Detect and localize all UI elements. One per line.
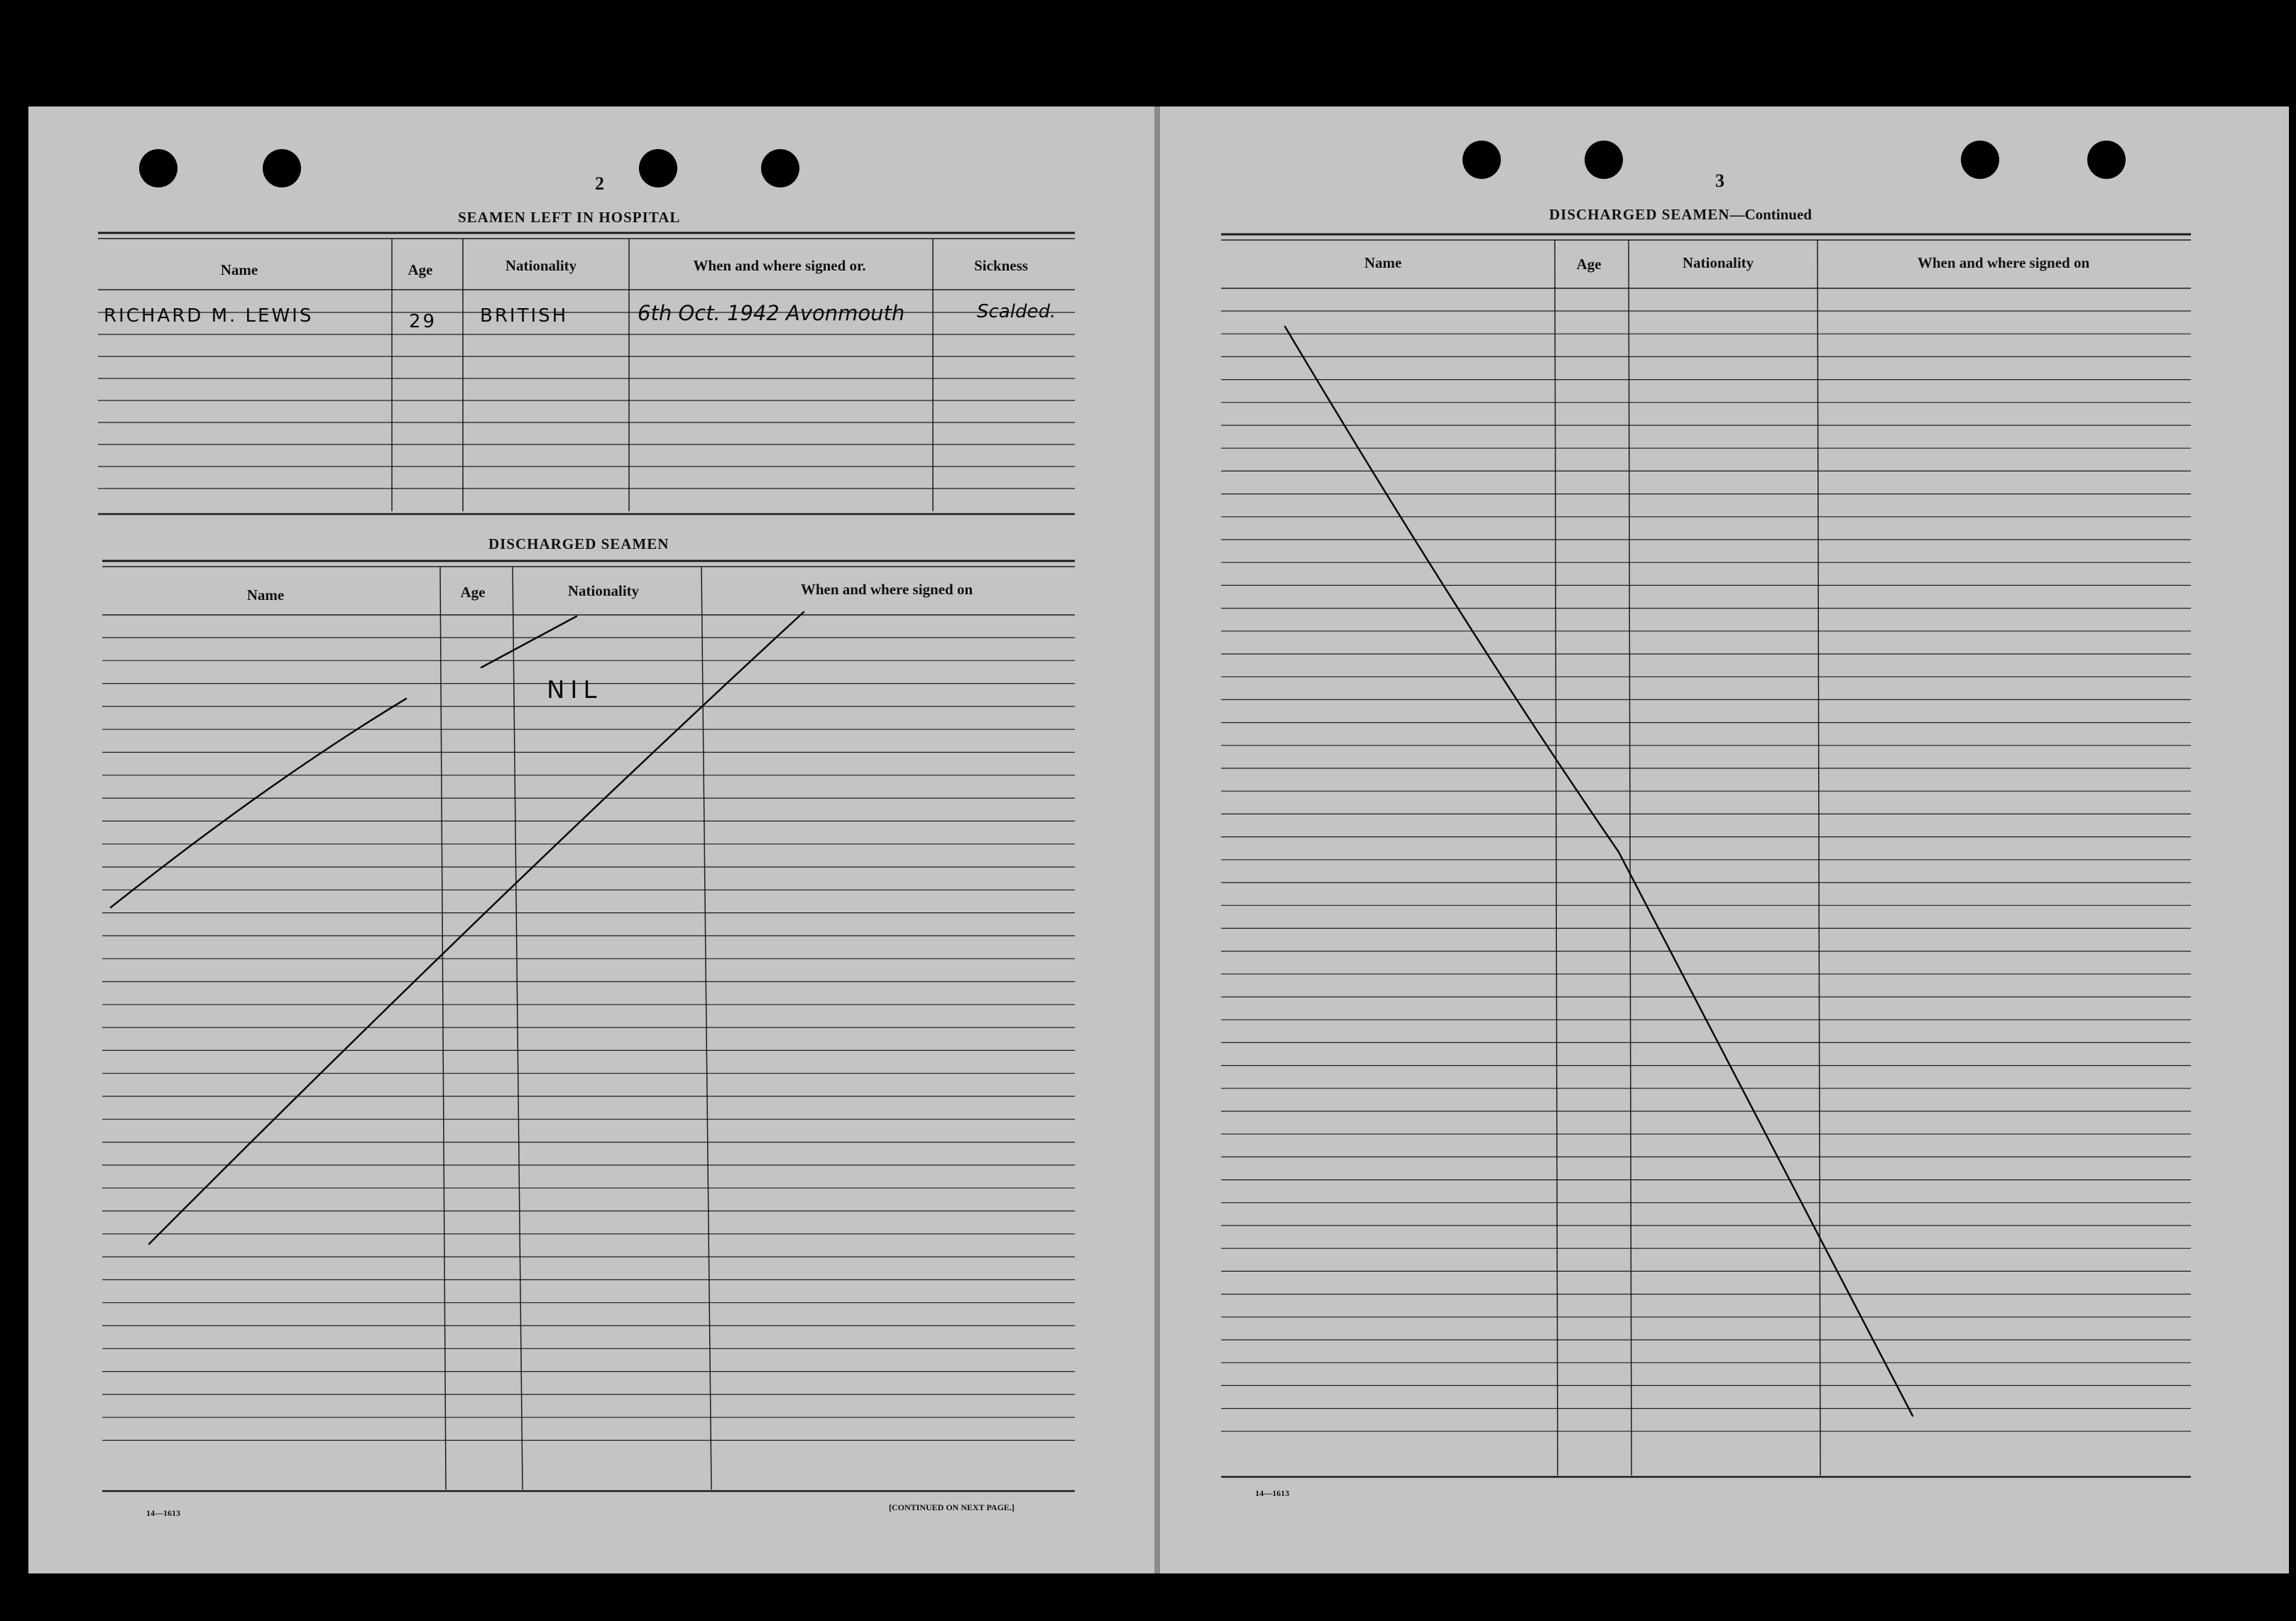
footer-form-code-left: 14—1613 (146, 1508, 180, 1518)
right-col-age: Age (1576, 256, 1602, 273)
right-col-nationality: Nationality (1682, 254, 1754, 271)
discharged-section-title: DISCHARGED SEAMEN (488, 535, 669, 552)
hospital-col-nationality: Nationality (505, 257, 577, 274)
right-section-title (1549, 206, 1812, 224)
punch-hole (263, 149, 301, 187)
hospital-entry-name: RICHARD M. LEWIS (104, 305, 314, 327)
page-number-right: 3 (1715, 170, 1724, 191)
punch-hole (761, 149, 799, 187)
hospital-col-signed: When and where signed or. (693, 257, 866, 274)
page-number-left: 2 (595, 173, 604, 194)
discharged-col-age: Age (460, 584, 486, 601)
footer-continued-note: [CONTINUED ON NEXT PAGE.] (889, 1502, 1015, 1512)
punch-hole (1585, 141, 1623, 179)
right-col-name: Name (1364, 254, 1402, 271)
right-section-title-suffix: —Continued (1729, 206, 1812, 223)
footer-form-code-right: 14—1613 (1255, 1488, 1289, 1498)
hospital-section-title: SEAMEN LEFT IN HOSPITAL (458, 209, 681, 226)
right-col-signed: When and where signed on (1917, 254, 2090, 271)
punch-hole (139, 149, 177, 187)
hospital-col-sickness: Sickness (974, 257, 1028, 274)
hospital-entry-age: 29 (409, 311, 437, 332)
punch-hole (639, 149, 677, 187)
hospital-entry-sickness: Scalded. (977, 301, 1056, 322)
punch-hole (2087, 141, 2126, 179)
page-fold (1154, 107, 1160, 1573)
discharged-nil-note: NIL (547, 676, 603, 704)
hospital-entry-nationality: BRITISH (480, 305, 569, 327)
right-page (1157, 107, 2289, 1573)
hospital-col-name: Name (220, 261, 258, 278)
punch-hole (1463, 141, 1501, 179)
discharged-col-signed: When and where signed on (800, 581, 973, 598)
punch-hole (1961, 141, 1999, 179)
discharged-col-name: Name (246, 586, 285, 604)
hospital-col-age: Age (408, 261, 433, 278)
right-section-title-main: DISCHARGED SEAMEN (1549, 206, 1730, 223)
discharged-col-nationality: Nationality (567, 582, 640, 599)
hospital-entry-signed-on: 6th Oct. 1942 Avonmouth (638, 301, 905, 325)
